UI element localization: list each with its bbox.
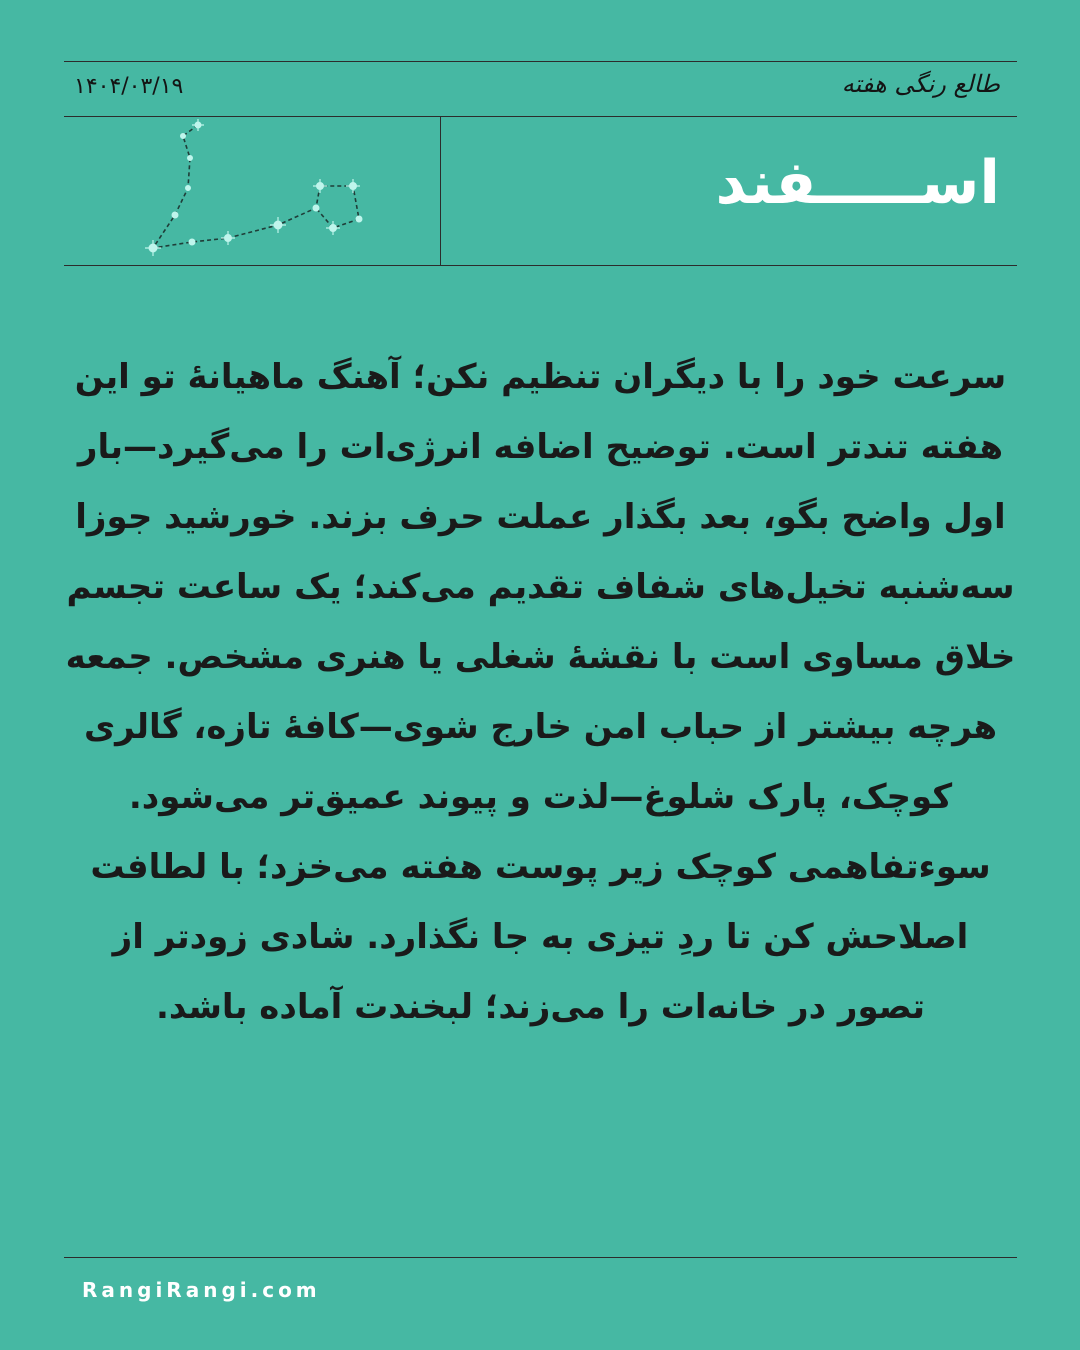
footer-site: RangiRangi.com bbox=[82, 1278, 321, 1302]
pisces-constellation-icon bbox=[140, 118, 380, 258]
horoscope-text: سرعت خود را با دیگران تنظیم نکن؛ آهنگ ماهیانهٔ تو این هفته تندتر است. توضیح اضافه انرژی‌ات را می‌گیرد—بار اول واضح بگو، بعد بگذار عملت حرف بزند. خورشید جوزا سه‌شنبه تخیل‌های شفاف تقدیم می‌کند؛ یک ساعت تجسم خلاق مساوی است با نقشهٔ شغلی یا هنری مشخص. جمعه هرچه بیشتر از حباب امن خارج شوی—کافهٔ تازه، گالری کوچک، پارک شلوغ—لذت و پیوند عمیق‌تر می‌شود. سوءتفاهمی کوچک زیر پوست هفته می‌خزد؛ با لطافت اصلاحش کن تا ردِ تیزی به جا نگذارد. شادی زودتر از تصور در خانه‌ات را می‌زند؛ لبخندت آماده باشد. bbox=[65, 357, 1016, 1027]
header-title: طالع رنگی هفته bbox=[841, 70, 1000, 98]
footer-divider bbox=[64, 1257, 1017, 1258]
sign-box-bottom-divider bbox=[64, 265, 1017, 266]
sign-name: اســـــفند bbox=[715, 148, 1000, 218]
header-date: ۱۴۰۴/۰۳/۱۹ bbox=[74, 74, 184, 99]
top-divider bbox=[64, 61, 1017, 62]
sign-box-divider bbox=[440, 117, 441, 265]
header-divider bbox=[64, 116, 1017, 117]
